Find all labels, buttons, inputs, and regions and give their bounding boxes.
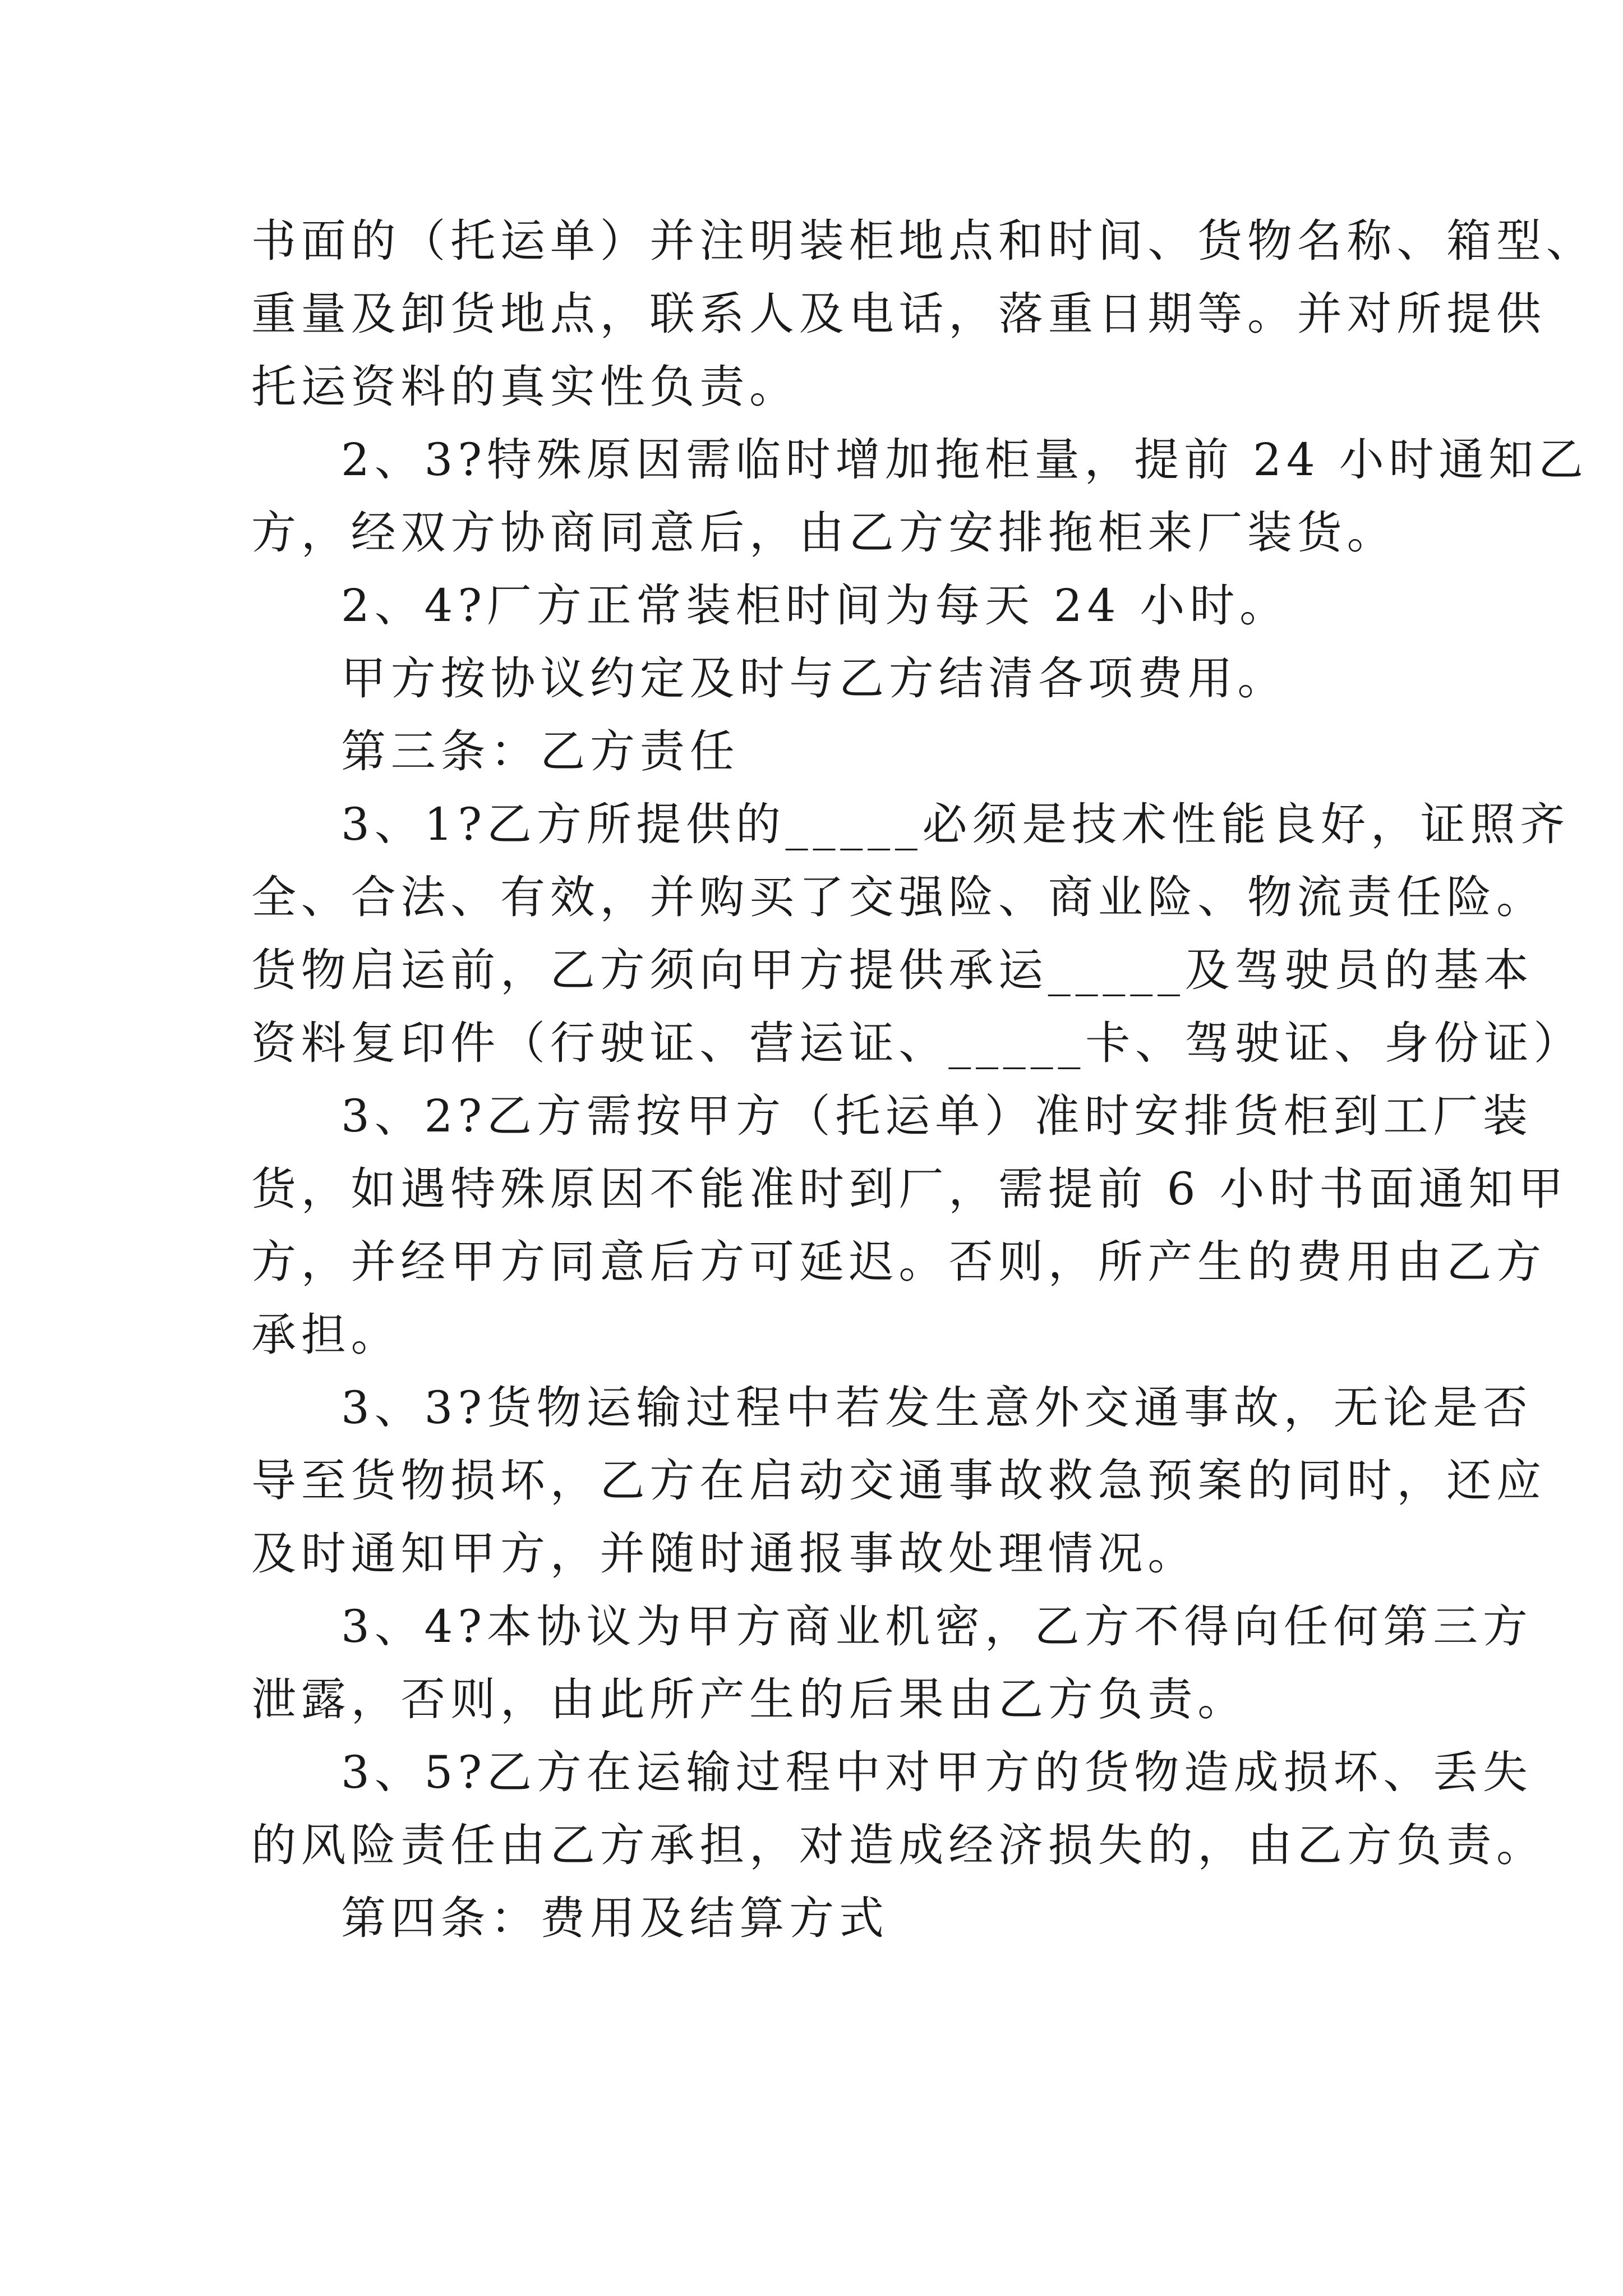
body-line: 书面的（托运单）并注明装柜地点和时间、货物名称、箱型、 [251,215,1596,267]
document-body [251,205,1596,1955]
clause-3-3: 3、3?货物运输过程中若发生意外交通事故，无论是否 [341,1382,1533,1434]
body-line: 方，并经甲方同意后方可延迟。否则，所产生的费用由乙方 [251,1236,1546,1288]
body-line: 方，经双方协商同意后，由乙方安排拖柜来厂装货。 [251,507,1397,559]
section-heading-3: 第三条：乙方责任 [341,725,740,777]
body-line: 托运资料的真实性负责。 [251,361,799,413]
body-line: 的风险责任由乙方承担，对造成经济损失的，由乙方负责。 [251,1819,1546,1871]
body-line: 全、合法、有效，并购买了交强险、商业险、物流责任险。 [251,871,1546,923]
body-line: 承担。 [251,1309,401,1361]
body-line: 及时通知甲方，并随时通报事故处理情况。 [251,1527,1198,1580]
clause-2-3: 2、3?特殊原因需临时增加拖柜量，提前 24 小时通知乙 [341,434,1588,486]
body-line: 货，如遇特殊原因不能准时到厂，需提前 6 小时书面通知甲 [251,1163,1569,1215]
clause-3-2: 3、2?乙方需按甲方（托运单）准时安排货柜到工厂装 [341,1090,1533,1142]
clause-3-4: 3、4?本协议为甲方商业机密，乙方不得向任何第三方 [341,1600,1533,1653]
body-line: 货物启运前，乙方须向甲方提供承运_____及驾驶员的基本 [251,944,1534,996]
body-line: 泄露，否则，由此所产生的后果由乙方负责。 [251,1673,1247,1726]
clause-3-5: 3、5?乙方在运输过程中对甲方的货物造成损坏、丢失 [341,1746,1533,1798]
clause-3-1: 3、1?乙方所提供的_____必须是技术性能良好，证照齐 [341,798,1570,850]
clause-2-4: 2、4?厂方正常装柜时间为每天 24 小时。 [341,579,1289,632]
body-line: 资料复印件（行驶证、营运证、_____卡、驾驶证、身份证） [251,1017,1584,1069]
body-line: 导至货物损坏，乙方在启动交通事故救急预案的同时，还应 [251,1455,1546,1507]
body-line: 甲方按协议约定及时与乙方结清各项费用。 [341,652,1288,705]
body-line: 重量及卸货地点，联系人及电话，落重日期等。并对所提供 [251,288,1546,340]
section-heading-4: 第四条：费用及结算方式 [341,1892,889,1944]
